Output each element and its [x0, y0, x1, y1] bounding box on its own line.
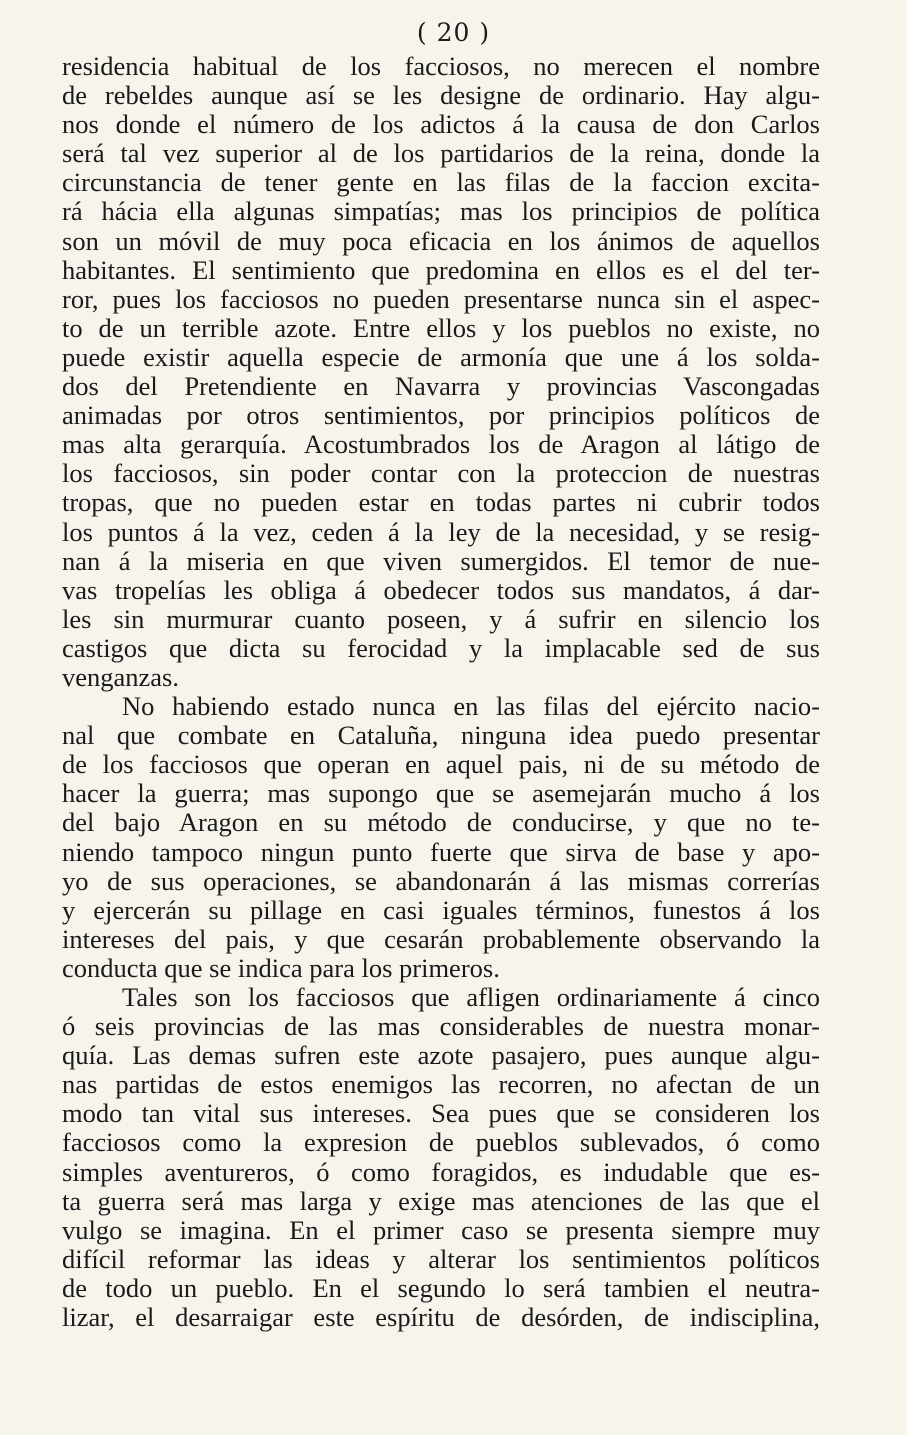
text-line: difícil reformar las ideas y alterar los sentimientos políticos [62, 1243, 820, 1274]
text-line: será tal vez superior al de los partidarios de la reina, donde la [62, 138, 820, 169]
text-line: dos del Pretendiente en Navarra y provincias Vascongadas [62, 371, 820, 402]
text-line: son un móvil de muy poca eficacia en los ánimos de aquellos [62, 225, 820, 256]
text-line: to de un terrible azote. Entre ellos y los pueblos no existe, no [62, 312, 820, 343]
text-line: residencia habitual de los facciosos, no merecen el nombre [62, 51, 820, 81]
text-line: habitantes. El sentimiento que predomina en ellos es el del ter- [62, 254, 820, 285]
text-line: Tales son los facciosos que afligen ordinariamente á cinco [122, 982, 820, 1012]
text-line: yo de sus operaciones, se abandonarán á las mismas correrías [62, 865, 820, 896]
text-line: y ejercerán su pillage en casi iguales términos, funestos á los [62, 894, 820, 925]
text-line: puede existir aquella especie de armonía que une á los solda- [62, 341, 820, 372]
text-line: vas tropelías les obliga á obedecer todos sus mandatos, á dar- [62, 574, 820, 605]
text-line: nan á la miseria en que viven sumergidos. El temor de nue- [62, 545, 820, 576]
page-number: ( 20 ) [416, 18, 491, 47]
text-line: vulgo se imagina. En el primer caso se presenta siempre muy [62, 1214, 820, 1245]
text-line: de los facciosos que operan en aquel pais, ni de su método de [62, 749, 820, 780]
text-line: circunstancia de tener gente en las filas de la faccion excita- [62, 167, 820, 198]
text-line: tropas, que no pueden estar en todas partes ni cubrir todos [62, 487, 820, 518]
text-line: venganzas. [62, 661, 179, 692]
text-line: hacer la guerra; mas supongo que se asemejarán mucho á los [62, 778, 820, 809]
text-line: mas alta gerarquía. Acostumbrados los de Aragon al látigo de [62, 429, 820, 460]
text-line: rá hácia ella algunas simpatías; mas los principios de política [62, 196, 820, 227]
text-line: niendo tampoco ningun punto fuerte que sirva de base y apo- [62, 836, 820, 867]
text-line: de rebeldes aunque así se les designe de ordinario. Hay algu- [62, 80, 820, 111]
text-line: los puntos á la vez, ceden á la ley de la necesidad, y se resig- [62, 516, 820, 547]
text-line: de todo un pueblo. En el segundo lo será tambien el neutra- [62, 1272, 820, 1303]
text-line: animadas por otros sentimientos, por principios políticos de [62, 400, 820, 431]
text-line: ta guerra será mas larga y exige mas atenciones de las que el [62, 1185, 820, 1216]
text-line: facciosos como la expresion de pueblos sublevados, ó como [62, 1127, 820, 1158]
text-line: No habiendo estado nunca en las filas del ejército nacio- [122, 691, 820, 722]
text-line: nal que combate en Cataluña, ninguna idea puedo presentar [62, 720, 820, 751]
text-line: ror, pues los facciosos no pueden presentarse nunca sin el aspec- [62, 283, 820, 314]
text-line: simples aventureros, ó como foragidos, es indudable que es- [62, 1156, 820, 1187]
text-line: nas partidas de estos enemigos las recorren, no afectan de un [62, 1069, 820, 1100]
body-text [62, 52, 820, 1332]
text-line: conducta que se indica para los primeros. [62, 952, 500, 983]
paragraph-1 [62, 52, 820, 692]
text-line: les sin murmurar cuanto poseen, y á sufrir en silencio los [62, 603, 820, 634]
paragraph-2 [62, 692, 820, 983]
paragraph-3 [62, 983, 820, 1332]
text-line: ó seis provincias de las mas considerables de nuestra monar- [62, 1011, 820, 1042]
text-line: intereses del pais, y que cesarán probablemente observando la [62, 923, 820, 954]
text-line: modo tan vital sus intereses. Sea pues que se consideren los [62, 1098, 820, 1129]
text-line: del bajo Aragon en su método de conducirse, y que no te- [62, 807, 820, 838]
text-line: castigos que dicta su ferocidad y la implacable sed de sus [62, 632, 820, 663]
text-line: los facciosos, sin poder contar con la proteccion de nuestras [62, 458, 820, 489]
text-line: nos donde el número de los adictos á la causa de don Carlos [62, 109, 820, 140]
text-line: quía. Las demas sufren este azote pasajero, pues aunque algu- [62, 1040, 820, 1071]
text-line: lizar, el desarraigar este espíritu de desórden, de indisciplina, [62, 1302, 820, 1333]
